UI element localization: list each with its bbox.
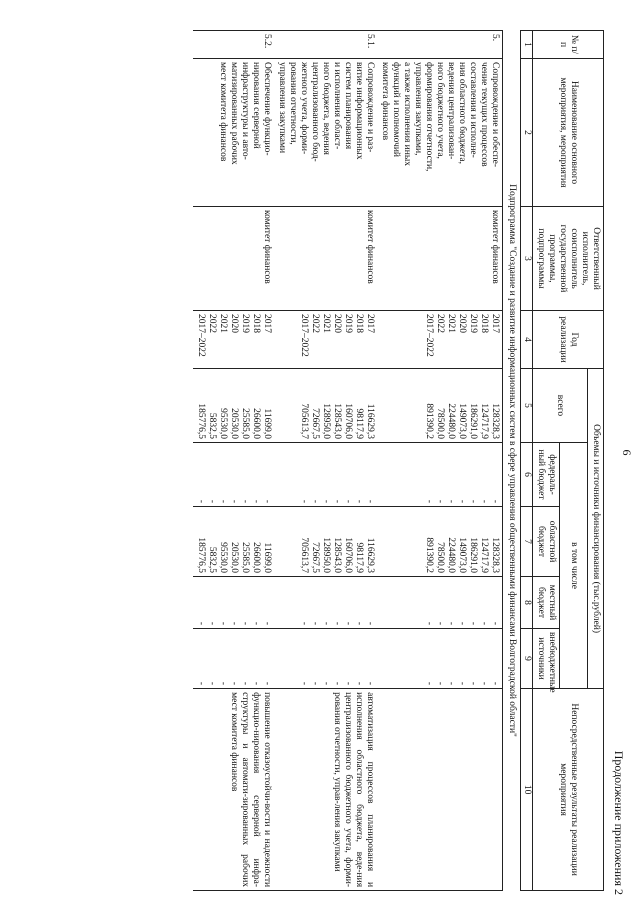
table-row <box>377 31 503 891</box>
total-amount: 128328,3 124717,9 186291,0 149073,0 224480,0 78500,0 891390,2 <box>377 369 503 443</box>
column-index: 1 <box>521 31 533 59</box>
years: 2017 2018 2019 2020 2021 2022 2017–2022 <box>274 311 377 369</box>
column-index: 3 <box>521 207 533 311</box>
header-in-that-number: в том числе <box>560 443 588 689</box>
column-index: 10 <box>521 689 533 891</box>
row-number: 5. <box>377 31 503 59</box>
column-index: 4 <box>521 311 533 369</box>
executor: комитет финансов <box>377 207 503 311</box>
executor: комитет финансов <box>193 207 274 311</box>
row-number: 5.1. <box>274 31 377 59</box>
years: 2017 2018 2019 2020 2021 2022 2017–2022 <box>377 311 503 369</box>
header-col-number: № п/п <box>533 31 604 59</box>
local-amount: - - - - - - - <box>377 577 503 629</box>
header-col-local: местный бюджет <box>533 577 560 629</box>
subprogram-title: Подпрограмма "Создание и развитие информационных систем в сфере управления общественными финансами Волгоградской области" <box>503 31 521 891</box>
page-number: 6 <box>620 449 634 456</box>
local-amount: - - - - - - - <box>193 577 274 629</box>
table-row <box>193 31 274 891</box>
total-amount: 116629,3 98117,9 160706,0 128543,0 128950,0 72667,5 705613,7 <box>274 369 377 443</box>
column-index: 5 <box>521 369 533 443</box>
funding-table <box>193 30 604 891</box>
regional-amount: 11699,0 26600,0 25585,0 20530,0 95530,0 5832,5 185776,5 <box>193 507 274 577</box>
total-amount: 11699,0 26600,0 25585,0 20530,0 95530,0 5832,5 185776,5 <box>193 369 274 443</box>
row-number: 5.2. <box>193 31 274 59</box>
header-col-regional: областной бюджет <box>533 507 560 577</box>
header-col-extrabudget: внебюджетные источники <box>533 629 560 689</box>
result: повышение отказоустойчи-вости и надежности функцио-нирования серверной инфра-структуры и автомати-зированных рабочих мест комитета финансов <box>193 689 274 891</box>
years: 2017 2018 2019 2020 2021 2022 2017–2022 <box>193 311 274 369</box>
column-index: 9 <box>521 629 533 689</box>
column-index: 7 <box>521 507 533 577</box>
federal-amount: - - - - - - - <box>377 443 503 507</box>
activity-name: Сопровождение и раз- витие информационных систем планирования и исполнения област- ного бюджета, ведения централизованного бюд- жетного учета, форми- рования отчетности, управления закупками <box>274 59 377 207</box>
column-index-row <box>521 31 533 891</box>
header-col-activity: Наименование основного мероприятия, мероприятия <box>533 59 604 207</box>
header-col-total: всего <box>533 369 588 443</box>
header-col-results: Непосредственные результаты реализации мероприятия <box>533 689 604 891</box>
result <box>377 689 503 891</box>
local-amount: - - - - - - - <box>274 577 377 629</box>
federal-amount: - - - - - - - <box>274 443 377 507</box>
extrabudget-amount: - - - - - - - <box>274 629 377 689</box>
header-col-federal: федераль-ный бюджет <box>533 443 560 507</box>
executor: комитет финансов <box>274 207 377 311</box>
regional-amount: 128328,3 124717,9 186291,0 149073,0 224480,0 78500,0 891390,2 <box>377 507 503 577</box>
result: автоматизация процессов планирования и исполнения областного бюджета, веде-ния централизованного бюджетного учета, форми-рования отчетности, управ-ления закупками <box>274 689 377 891</box>
column-index: 8 <box>521 577 533 629</box>
table-row <box>274 31 377 891</box>
regional-amount: 116629,3 98117,9 160706,0 128543,0 128950,0 72667,5 705613,7 <box>274 507 377 577</box>
header-col-executor: Ответственный исполнитель, соисполнитель государственной программы, подпрограммы <box>533 207 604 311</box>
column-index: 6 <box>521 443 533 507</box>
appendix-continuation-note: Продолжение приложения 2 <box>612 750 626 895</box>
extrabudget-amount: - - - - - - - <box>193 629 274 689</box>
header-funding: Объемы и источники финансирования (тыс.рублей) <box>588 369 604 689</box>
activity-name: Сопровождение и обеспе- чение текущих процессов составления и исполне- ния областного бюджета, ведения централизован- ного бюджетного учета, формирования отчетности, управления закупками, а также исполнения иных функций и полномочий комитета финансов <box>377 59 503 207</box>
header-col-year: Год реализации <box>533 311 604 369</box>
federal-amount: - - - - - - - <box>193 443 274 507</box>
column-index: 2 <box>521 59 533 207</box>
activity-name: Обеспечение функцио- нирования серверной инфраструктуры и авто- матизированных рабочих мест комитета финансов <box>193 59 274 207</box>
extrabudget-amount: - - - - - - - <box>377 629 503 689</box>
